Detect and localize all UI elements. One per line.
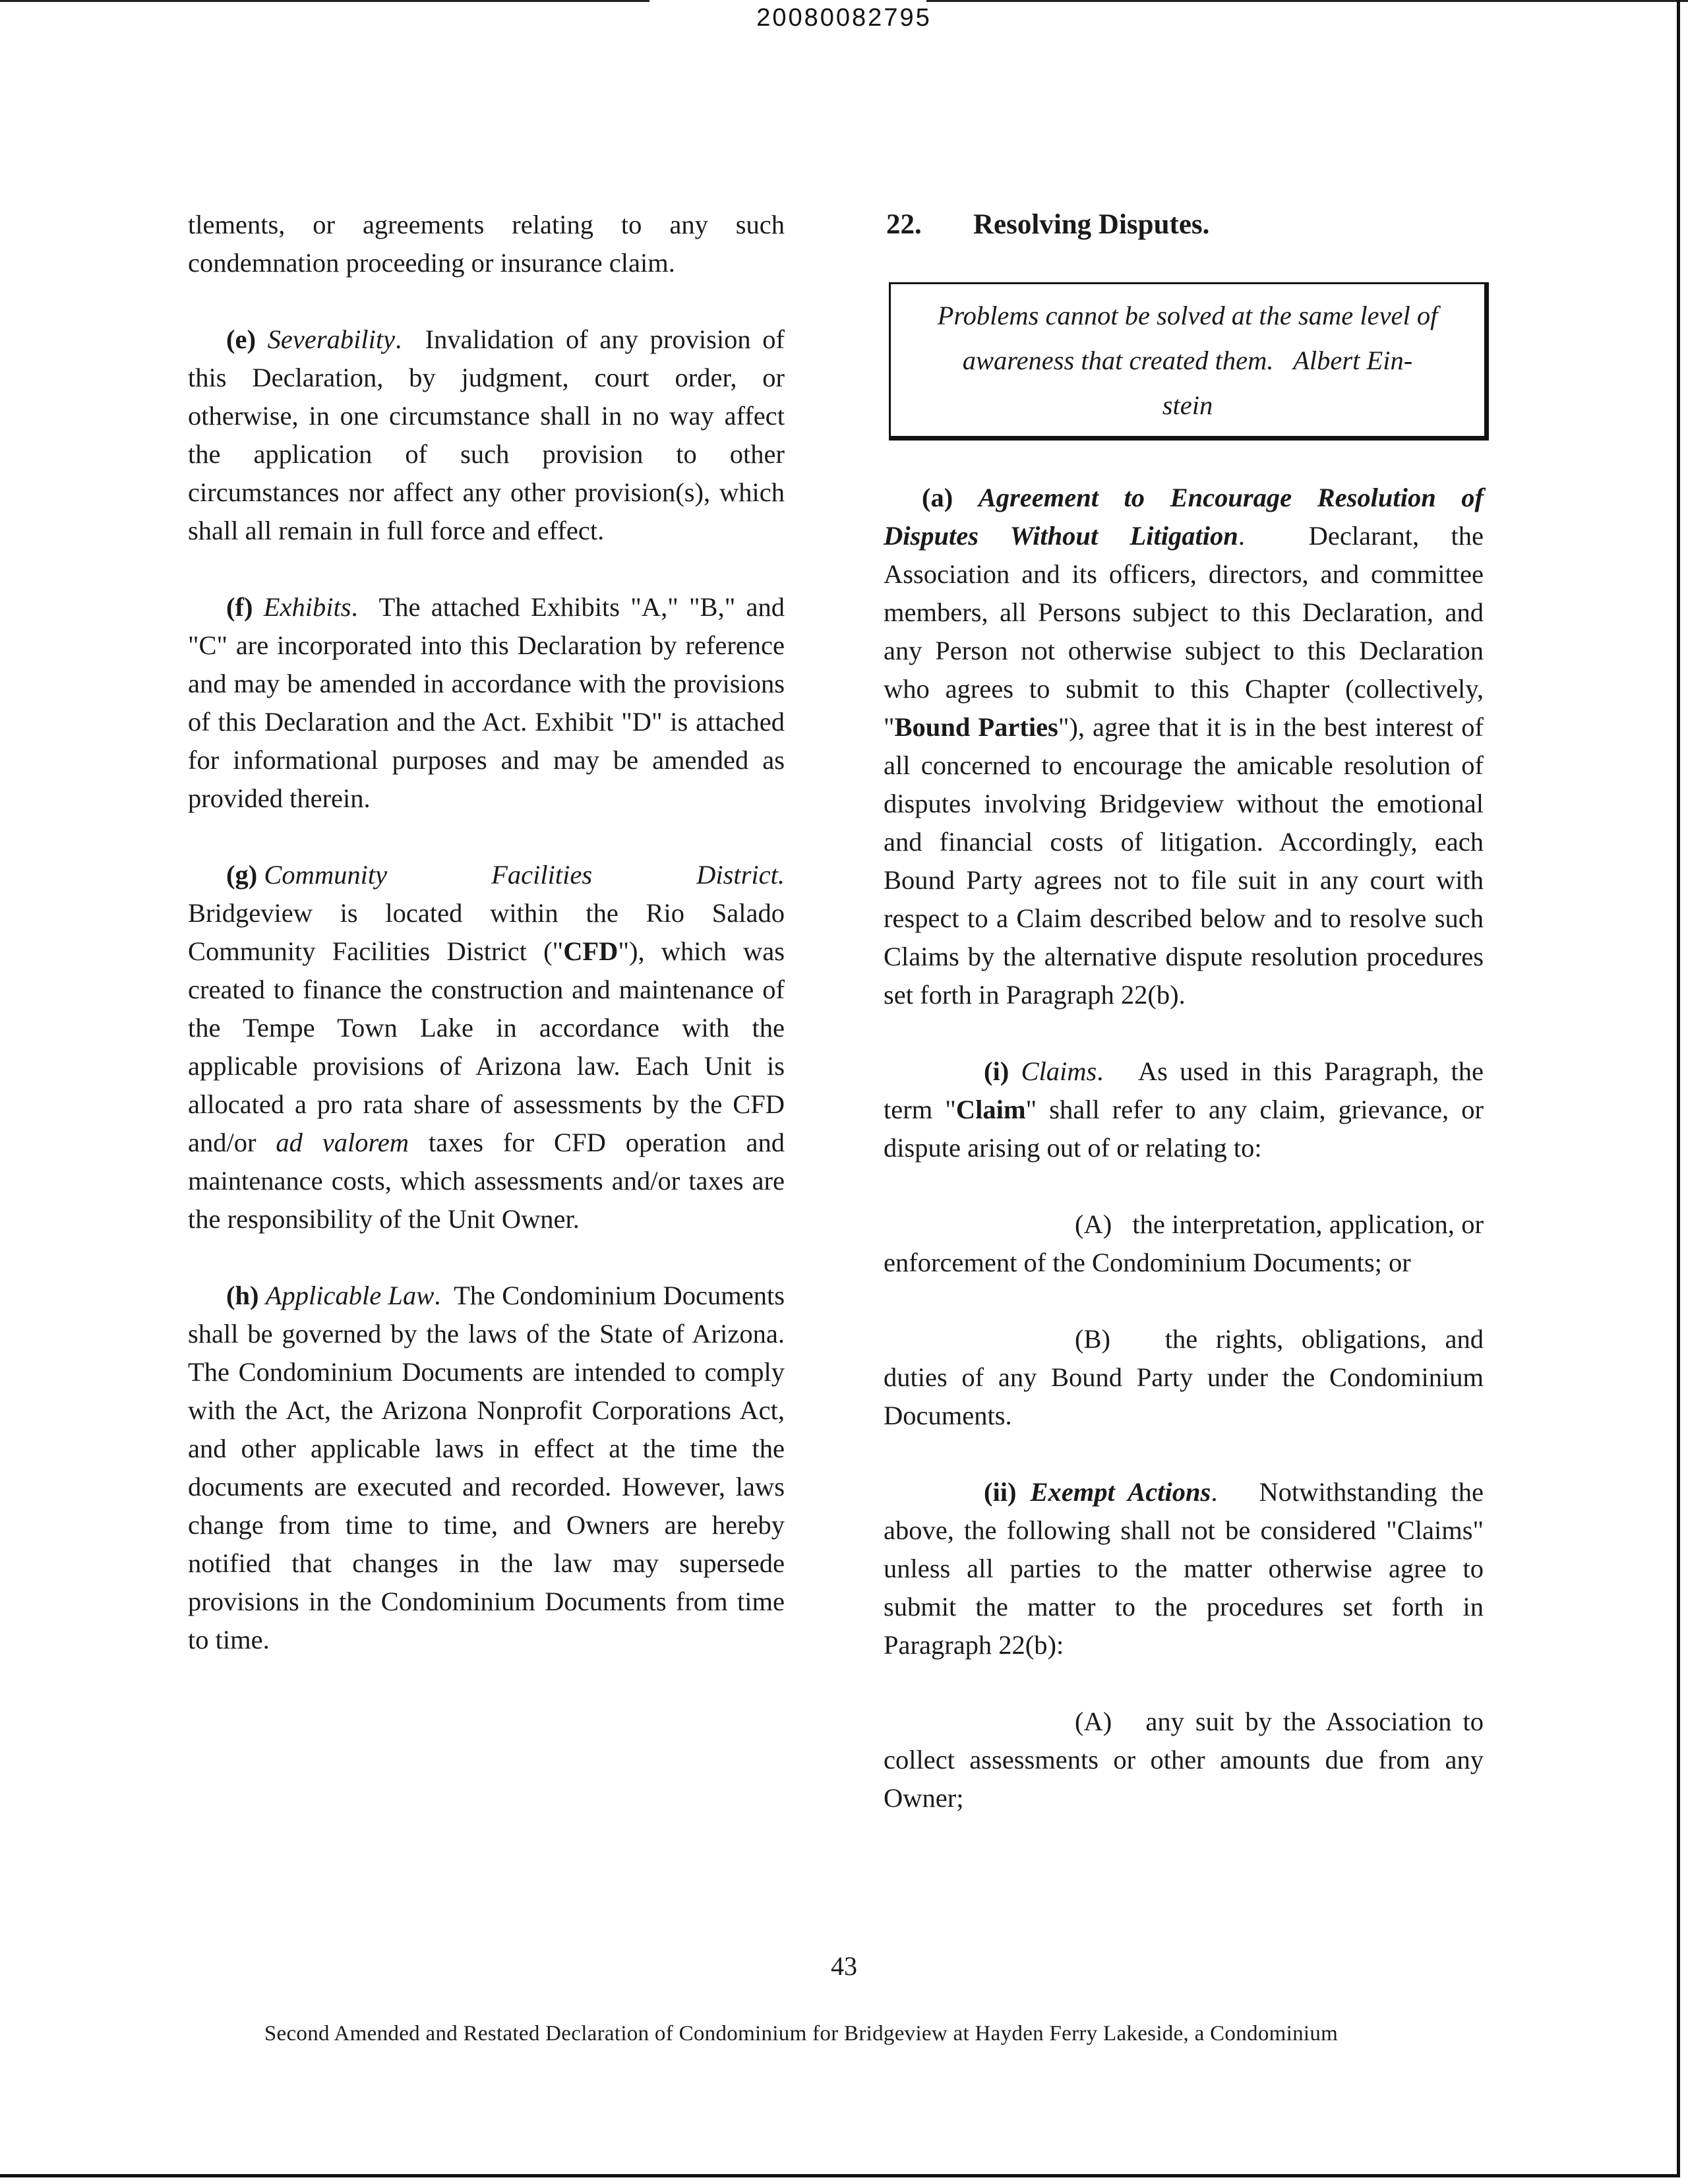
- continuation-paragraph: tlements, or agreements relating to any such condemnation proceeding or insurance claim.: [188, 210, 785, 278]
- paragraph-ii-body: Notwithstanding the above, the following shall not be considered "Claims" unless all parties to the matter otherwise agree to submit the matter to the procedures set forth in Paragraph 22(b):: [884, 1477, 1484, 1660]
- paragraph-g-cfd: [188, 856, 785, 1238]
- paragraph-g-title-word1: Community: [264, 860, 388, 890]
- paragraph-g-body: [188, 894, 785, 1238]
- paragraph-g-label: (g): [226, 860, 258, 890]
- paragraph-ii-a-label: (A): [1075, 1707, 1112, 1736]
- section-title: Resolving Disputes.: [973, 209, 1210, 240]
- paragraph-i-body-1: As used in this Paragraph, the term ": [884, 1056, 1484, 1124]
- paragraph-h-applicable-law: (h) Applicable Law. The Condominium Documents shall be governed by the laws of the State of Arizona. The Condominium Documents are intended to comply with the Act, the Arizona Nonprofit Corporations Act, and other applicable laws in effect at the time the documents are executed and recorded. However, laws change from time to time, and Owners are hereby notified that changes in the law may supersede provisions in the Condominium Documents from time to time.: [188, 1281, 785, 1654]
- paragraph-e-severability: (e) Severability. Invalidation of any provision of this Declaration, by judgment, court order, or otherwise, in one circumstance shall in no way affect the application of such provision to other circumstances nor affect any other provision(s), which shall all remain in full force and effect.: [188, 324, 785, 545]
- paragraph-h-label: (h): [226, 1281, 259, 1310]
- paragraph-h-title: Applicable Law: [265, 1281, 435, 1310]
- paragraph-g-body-bold: CFD: [563, 936, 618, 966]
- paragraph-i-b-label: (B): [1075, 1324, 1110, 1354]
- scan-bottom-border: [0, 2174, 1680, 2177]
- paragraph-a-agreement: (a) Agreement to Encourage Resolution of Disputes Without Litigation. Declarant, the Association and its officers, directors, and committee members, all Persons subject to this Declaration, and any Person not otherwise subject to this Declaration who agrees to submit to this Chapter (collectively, "Bound Parties"), agree that it is in the best interest of all concerned to encourage the amicable resolution of disputes involving Bridgeview without the emotional and financial costs of litigation. Accordingly, each Bound Party agrees not to file suit in any court with respect to a Claim described below and to resolve such Claims by the alternative dispute resolution procedures set forth in Paragraph 22(b).: [884, 483, 1484, 1010]
- paragraph-g-body-2: "), which was created to finance the construction and maintenance of the Tempe Town Lake in accordance with the applicable provisions of Arizona law. Each Unit is allocated a pro rata share of assessments by the CFD and/or: [188, 936, 785, 1157]
- paragraph-g-body-3: taxes for CFD operation and maintenance costs, which assessments and/or taxes are the responsibility of the Unit Owner.: [188, 1128, 785, 1234]
- document-number: 20080082795: [756, 4, 932, 32]
- paragraph-g-body-italic: ad valorem: [276, 1128, 409, 1157]
- paragraph-f-label: (f): [226, 592, 253, 622]
- footer-title: Second Amended and Restated Declaration of Condominium for Bridgeview at Hayden Ferry Lakeside, a Condominium: [264, 2022, 1339, 2046]
- einstein-quote-box: [889, 282, 1489, 440]
- right-column: [884, 206, 1484, 1856]
- section-number: 22.: [886, 209, 922, 240]
- paragraph-i-label: (i): [984, 1056, 1010, 1086]
- paragraph-g-title-word3: District.: [696, 860, 785, 890]
- top-rule-right: [926, 0, 1688, 2]
- paragraph-e-title: Severability: [267, 324, 396, 354]
- paragraph-g-heading: [188, 856, 785, 894]
- paragraph-ii-label: (ii): [984, 1477, 1017, 1507]
- paragraph-g-body-1: Bridgeview is located within the Rio Salado Community Facilities District (": [188, 898, 785, 966]
- paragraph-i-body-bold: Claim: [955, 1095, 1026, 1124]
- paragraph-f-exhibits: (f) Exhibits. The attached Exhibits "A," "B," and "C" are incorporated into this Declaration by reference and may be amended in accordance with the provisions of this Declaration and the Act. Exhibit "D" is attached for informational purposes and may be amended as provided therein.: [188, 592, 785, 813]
- paragraph-f-body: The attached Exhibits "A," "B," and "C" are incorporated into this Declaration by reference and may be amended in accordance with the provisions of this Declaration and the Act. Exhibit "D" is attached for informational purposes and may be amended as provided therein.: [188, 592, 785, 813]
- paragraph-i-b-body: the rights, obligations, and duties of any Bound Party under the Condominium Documents.: [884, 1324, 1484, 1430]
- paragraph-i-a-body: the interpretation, application, or enforcement of the Condominium Documents; or: [884, 1209, 1484, 1277]
- paragraph-h-body: The Condominium Documents shall be governed by the laws of the State of Arizona. The Condominium Documents are intended to comply with the Act, the Arizona Nonprofit Corporations Act, and other applicable laws in effect at the time the documents are executed and recorded. However, laws change from time to time, and Owners are hereby notified that changes in the law may supersede provisions in the Condominium Documents from time to time.: [188, 1281, 785, 1654]
- paragraph-i-b: [884, 1320, 1484, 1435]
- section-22-heading: [884, 206, 1484, 244]
- paragraph-a-label: (a): [922, 483, 953, 512]
- paragraph-f-title: Exhibits: [263, 592, 351, 622]
- paragraph-ii-exempt: (ii) Exempt Actions. Notwithstanding the above, the following shall not be considered "Claims" unless all parties to the matter otherwise agree to submit the matter to the procedures set forth in Paragraph 22(b):: [884, 1477, 1484, 1660]
- page-number: 43: [831, 1951, 857, 1981]
- paragraph-a-body-bold: Bound Parties: [894, 712, 1058, 742]
- paragraph-i-a: [884, 1205, 1484, 1282]
- paragraph-i-body-2: " shall refer to any claim, grievance, or dispute arising out of or relating to:: [884, 1095, 1484, 1163]
- paragraph-i-title: Claims: [1021, 1056, 1097, 1086]
- paragraph-a-title: Agreement to Encourage Resolution of Disputes Without Litigation: [884, 483, 1484, 551]
- left-column: [188, 206, 785, 1697]
- paragraph-e-label: (e): [226, 324, 256, 354]
- paragraph-i-a-label: (A): [1075, 1209, 1112, 1239]
- top-rule-left: [0, 0, 649, 2]
- paragraph-ii-a: [884, 1703, 1484, 1817]
- paragraph-ii-a-body: any suit by the Association to collect assessments or other amounts due from any Owner;: [884, 1707, 1484, 1813]
- paragraph-a-body-2: "), agree that it is in the best interest of all concerned to encourage the amicable resolution of disputes involving Bridgeview without the emotional and financial costs of litigation. Accordingly, each Bound Party agrees not to file suit in any court with respect to a Claim described below and to resolve such Claims by the alternative dispute resolution procedures set forth in Paragraph 22(b).: [884, 712, 1484, 1010]
- quote-line-1: Problems cannot be solved at the same level of: [937, 301, 1438, 330]
- paragraph-i-claims: (i) Claims. As used in this Paragraph, the term "Claim" shall refer to any claim, grievance, or dispute arising out of or relating to:: [884, 1056, 1484, 1163]
- scan-right-border: [1677, 0, 1680, 2176]
- paragraph-e-body: Invalidation of any provision of this Declaration, by judgment, court order, or otherwise, in one circumstance shall in no way affect the application of such provision to other circumstances nor affect any other provision(s), which shall all remain in full force and effect.: [188, 324, 785, 545]
- paragraph-g-title-word2: Facilities: [491, 860, 593, 890]
- paragraph-ii-title: Exempt Actions: [1030, 1477, 1211, 1507]
- quote-line-3: stein: [1162, 390, 1213, 420]
- quote-line-2: awareness that created them. Albert Ein-: [962, 346, 1413, 375]
- paragraph-a-body-1: Declarant, the Association and its officers, directors, and committee members, all Persons subject to this Declaration, and any Person not otherwise subject to this Declaration who agrees to submit to this Chapter (collectively, ": [884, 521, 1484, 742]
